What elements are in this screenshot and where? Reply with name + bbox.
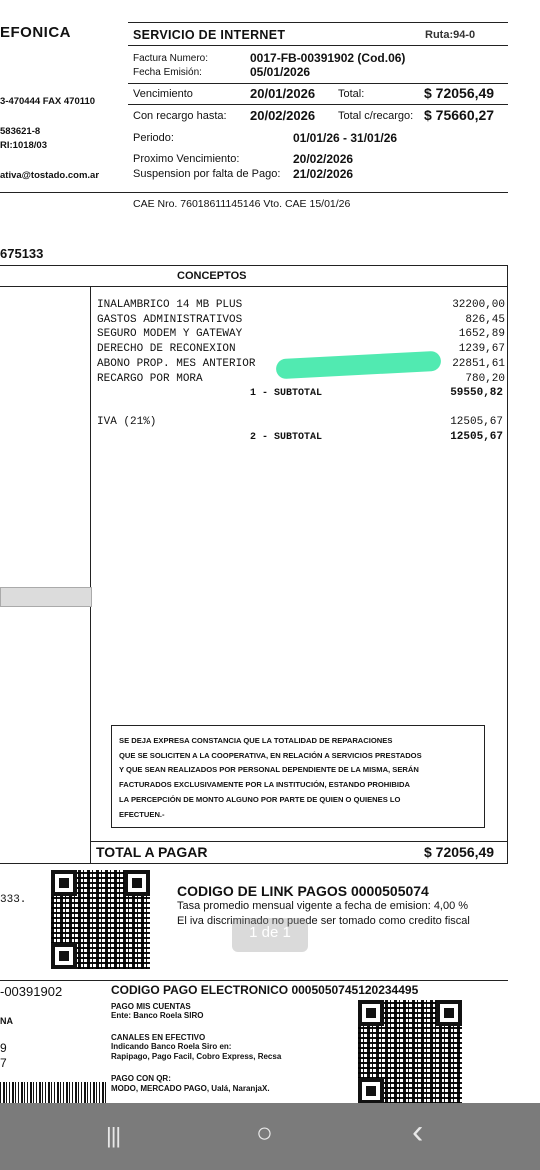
prox-venc-value: 20/02/2026 — [293, 152, 354, 166]
talon-left-7: 7 — [0, 1056, 7, 1070]
recargo-value: 20/02/2026 — [250, 108, 316, 123]
company-name: EFONICA — [0, 24, 71, 41]
link-pagos-tasa: Tasa promedio mensual vigente a fecha de emision: 4,00 % — [177, 900, 469, 912]
concept-row — [97, 313, 505, 328]
left-stub-shade — [0, 587, 92, 607]
talon-left-na: NA — [0, 1016, 13, 1026]
concept-row — [97, 357, 505, 372]
fecha-emision-value: 05/01/2026 — [250, 65, 311, 79]
qr-pay-list: MODO, MERCADO PAGO, Ualá, NaranjaX. — [111, 1084, 270, 1093]
link-pagos-title: CODIGO DE LINK PAGOS 0000505074 — [177, 883, 429, 899]
factura-numero-value: 0017-FB-00391902 (Cod.06) — [250, 51, 406, 65]
vencimiento-value: 20/01/2026 — [250, 86, 316, 101]
notice-line: Y QUE SEAN REALIZADOS POR PERSONAL DEPENDIENTE DE LA MISMA, SERÁN — [119, 765, 419, 775]
concept-label: SEGURO MODEM Y GATEWAY — [97, 328, 243, 341]
concept-label: RECARGO POR MORA — [97, 372, 203, 385]
efectivo-banco: Indicando Banco Roela Siro en: — [111, 1042, 232, 1051]
concept-label: ABONO PROP. MES ANTERIOR — [97, 357, 256, 370]
iva-value: 12505,67 — [450, 416, 503, 428]
company-email: ativa@tostado.com.ar — [0, 170, 100, 181]
back-button[interactable]: ‹ — [412, 1113, 424, 1151]
notice-line: QUE SE SOLICITEN A LA COOPERATIVA, EN RELACIÓN A SERVICIOS PRESTADOS — [119, 750, 422, 760]
vencimiento-label: Vencimiento — [133, 88, 193, 100]
total-value: $ 72056,49 — [424, 85, 495, 101]
ruta: Ruta:94-0 — [425, 29, 476, 41]
concept-amount: 32200,00 — [452, 299, 505, 311]
concept-amount: 1239,67 — [458, 343, 505, 356]
notice-line: SE DEJA EXPRESA CONSTANCIA QUE LA TOTALIDAD DE REPARACIONES — [119, 736, 393, 745]
notice-text — [119, 734, 422, 822]
efectivo-title: CANALES EN EFECTIVO — [111, 1033, 206, 1042]
periodo-value: 01/01/26 - 31/01/26 — [293, 131, 398, 145]
concept-row — [97, 342, 505, 357]
pmc-ente: Ente: Banco Roela SIRO — [111, 1011, 204, 1020]
concept-list — [97, 298, 505, 386]
codigo-pago-electronico: CODIGO PAGO ELECTRONICO 0005050745120234495 — [111, 983, 419, 997]
qr-pay-title: PAGO CON QR: — [111, 1074, 171, 1083]
payment-qr-icon — [358, 1000, 462, 1104]
link-pagos-iva-note: El iva discriminado no puede ser tomado como credito fiscal — [177, 915, 470, 927]
pmc-title: PAGO MIS CUENTAS — [111, 1002, 191, 1011]
concept-row — [97, 298, 505, 313]
concept-label: INALAMBRICO 14 MB PLUS — [97, 299, 243, 311]
concepts-title: CONCEPTOS — [177, 270, 247, 282]
total-pagar-label: TOTAL A PAGAR — [96, 844, 208, 860]
concept-row — [97, 327, 505, 342]
concept-amount: 1652,89 — [458, 328, 505, 341]
talon-left-9: 9 — [0, 1041, 7, 1055]
suspension-label: Suspension por falta de Pago: — [133, 168, 281, 180]
subtotal2-value: 12505,67 — [450, 431, 503, 443]
concept-label: GASTOS ADMINISTRATIVOS — [97, 313, 243, 326]
concept-amount: 780,20 — [465, 372, 505, 385]
home-button[interactable]: ○ — [256, 1117, 273, 1148]
periodo-label: Periodo: — [133, 132, 174, 144]
prox-venc-label: Proximo Vencimiento: — [133, 153, 240, 165]
subtotal1-value: 59550,82 — [450, 387, 503, 399]
factura-numero-label: Factura Numero: — [133, 53, 209, 64]
notice-box — [111, 725, 485, 828]
cae-line: CAE Nro. 76018611145146 Vto. CAE 15/01/26 — [133, 198, 351, 210]
notice-line: LA PERCEPCIÓN DE MONTO ALGUNO POR PARTE DE QUIEN O QUIENES LO — [119, 794, 401, 804]
company-phone: 3-470444 FAX 470110 — [0, 96, 96, 107]
company-ri: RI:1018/03 — [0, 140, 48, 151]
account-number: 675133 — [0, 246, 44, 261]
concept-amount: 826,45 — [465, 313, 505, 326]
link-pagos-qr-icon — [51, 870, 150, 969]
subtotal1-label: 1 - SUBTOTAL — [250, 388, 323, 399]
link-left-code: 333. — [0, 894, 27, 906]
total-label: Total: — [338, 88, 365, 100]
total-recargo-label: Total c/recargo: — [338, 110, 414, 122]
efectivo-list: Rapipago, Pago Facil, Cobro Express, Recsa — [111, 1052, 282, 1061]
talon-factura-ref: -00391902 — [0, 984, 63, 999]
total-pagar-value: $ 72056,49 — [424, 844, 495, 860]
concept-label: DERECHO DE RECONEXION — [97, 343, 236, 356]
notice-line: FACTURADOS EXCLUSIVAMENTE POR LA INSTITUCIÓN, ESTANDO PROHIBIDA — [119, 780, 410, 790]
service-title: SERVICIO DE INTERNET — [133, 28, 286, 42]
recent-apps-button[interactable]: ||| — [106, 1123, 121, 1148]
suspension-value: 21/02/2026 — [293, 167, 354, 181]
notice-line: EFECTUEN.- — [119, 809, 165, 819]
page-indicator: 1 de 1 — [232, 918, 308, 952]
recargo-label: Con recargo hasta: — [133, 110, 227, 122]
concept-amount: 22851,61 — [452, 357, 505, 370]
iva-label: IVA (21%) — [97, 416, 157, 428]
total-recargo-value: $ 75660,27 — [424, 107, 495, 123]
system-navigation-bar — [0, 1103, 540, 1170]
company-cuit: 583621-8 — [0, 126, 41, 137]
concept-row — [97, 372, 505, 387]
subtotal2-label: 2 - SUBTOTAL — [250, 432, 323, 443]
fecha-emision-label: Fecha Emisión: — [133, 67, 202, 78]
